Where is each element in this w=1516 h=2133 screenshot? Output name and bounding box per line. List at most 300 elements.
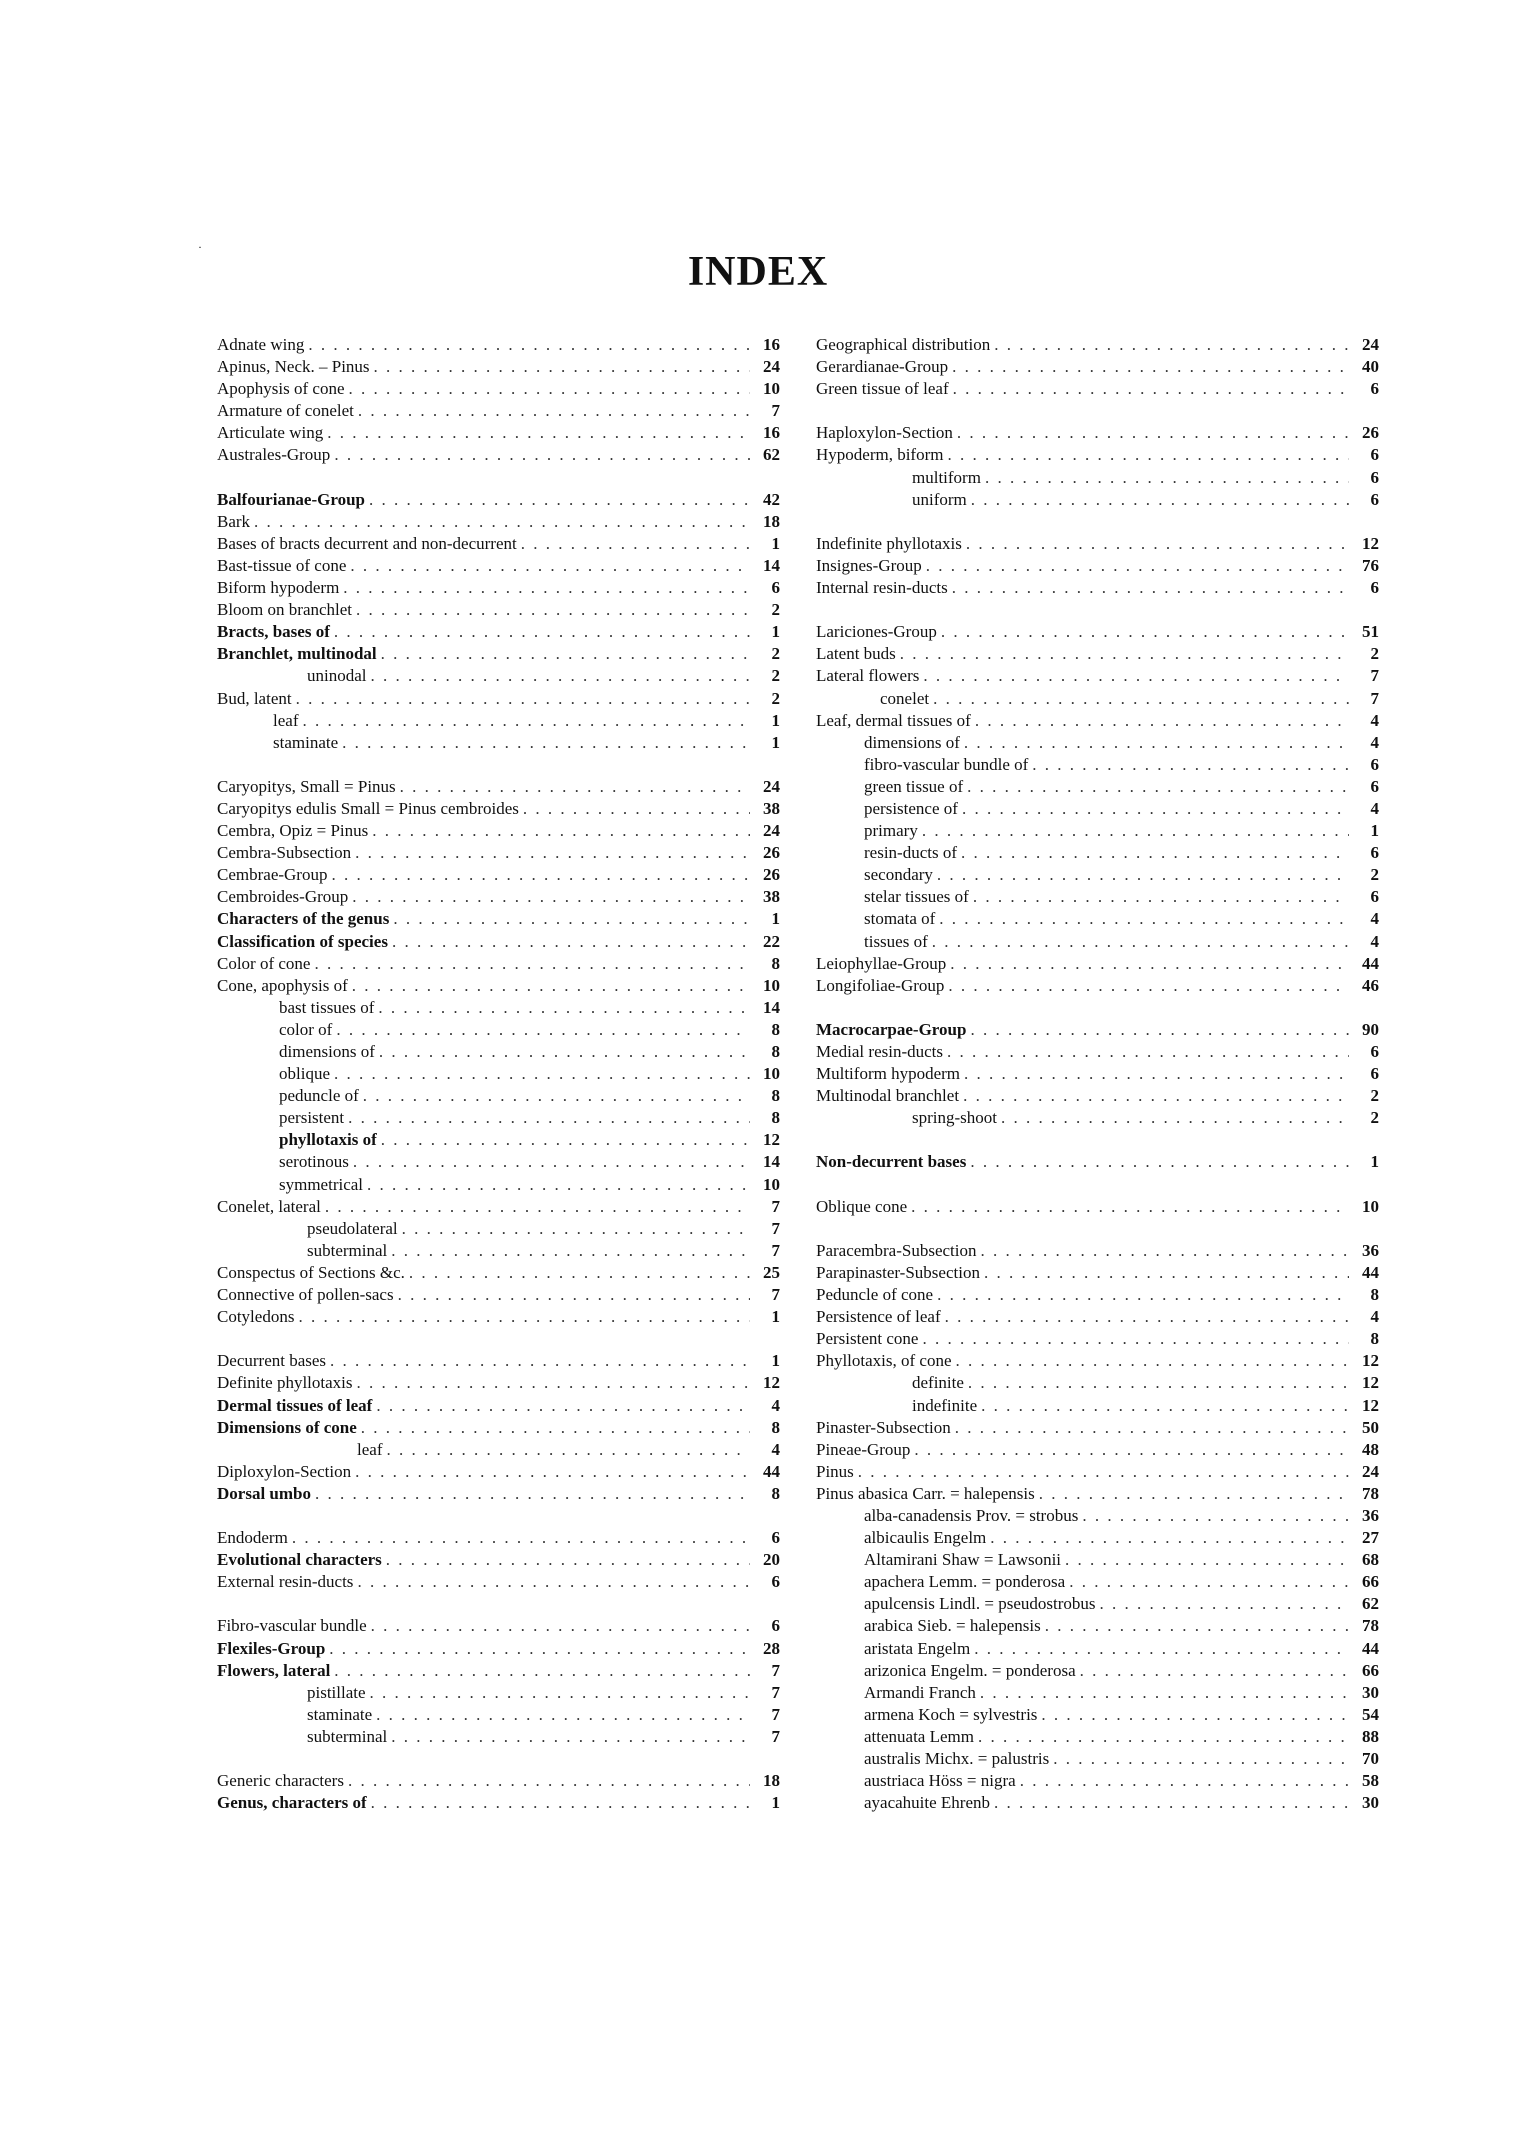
- index-page-number: 6: [1370, 1064, 1379, 1084]
- dot-leader: [1065, 1549, 1349, 1571]
- index-entry: [816, 1107, 1379, 1129]
- dot-leader: [937, 864, 1349, 886]
- dot-leader: [367, 1174, 750, 1196]
- dot-leader: [970, 1019, 1349, 1041]
- index-page-number: 30: [1362, 1682, 1379, 1702]
- index-entry: [217, 710, 780, 732]
- index-entry: [816, 444, 1379, 466]
- dot-leader: [968, 1372, 1349, 1394]
- index-entry: [816, 842, 1379, 864]
- dot-leader: [325, 1196, 750, 1218]
- index-page-number: 2: [771, 688, 780, 708]
- index-term: Caryopitys, Small = Pinus: [217, 776, 396, 796]
- index-entry: [217, 334, 780, 356]
- index-page-number: 68: [1362, 1550, 1379, 1570]
- index-page-number: 6: [1370, 467, 1379, 487]
- index-page-number: 12: [763, 1130, 780, 1150]
- index-entry: [217, 400, 780, 422]
- index-page-number: 6: [1370, 776, 1379, 796]
- index-entry: [217, 1350, 780, 1372]
- index-term: persistent: [279, 1108, 345, 1128]
- index-term: color of: [279, 1019, 333, 1039]
- dot-leader: [371, 1615, 750, 1637]
- dot-leader: [342, 732, 750, 754]
- index-entry: [217, 511, 780, 533]
- index-gap: [816, 400, 1379, 422]
- index-entry: [217, 1770, 780, 1792]
- dot-leader: [923, 665, 1349, 687]
- index-term: fibro-vascular bundle of: [864, 754, 1029, 774]
- index-entry: [217, 1372, 780, 1394]
- index-page-number: 44: [1362, 1638, 1379, 1658]
- index-entry: [816, 1439, 1379, 1461]
- index-page-number: 12: [1362, 1351, 1379, 1371]
- dot-leader: [971, 489, 1349, 511]
- index-entry: [816, 356, 1379, 378]
- index-entry: [816, 1770, 1379, 1792]
- index-page-number: 7: [1370, 666, 1379, 686]
- index-gap: [816, 511, 1379, 533]
- index-entry: [816, 1571, 1379, 1593]
- index-page-number: 2: [771, 644, 780, 664]
- dot-leader: [932, 931, 1349, 953]
- index-entry: [816, 820, 1379, 842]
- index-term: spring-shoot: [912, 1108, 997, 1128]
- dot-leader: [386, 1439, 750, 1461]
- index-entry: [217, 732, 780, 754]
- index-page-number: 16: [763, 335, 780, 354]
- index-entry: [816, 1372, 1379, 1394]
- index-term: australis Michx. = palustris: [864, 1749, 1050, 1768]
- dot-leader: [964, 732, 1349, 754]
- dot-leader: [953, 378, 1349, 400]
- index-page-number: 88: [1362, 1726, 1379, 1746]
- index-entry: [217, 1306, 780, 1328]
- dot-leader: [348, 1107, 750, 1129]
- index-entry: [217, 621, 780, 643]
- dot-leader: [1039, 1483, 1349, 1505]
- index-entry: [816, 555, 1379, 577]
- dot-leader: [330, 1350, 750, 1372]
- index-entry: [816, 643, 1379, 665]
- index-entry: [816, 1549, 1379, 1571]
- dot-leader: [314, 953, 750, 975]
- index-entry: [816, 1682, 1379, 1704]
- index-term: Generic characters: [217, 1771, 344, 1791]
- index-term: ayacahuite Ehrenb: [864, 1793, 991, 1813]
- index-page-number: 62: [1362, 1594, 1379, 1614]
- index-page-number: 38: [763, 798, 780, 818]
- dot-leader: [296, 688, 750, 710]
- index-page-number: 12: [763, 1373, 780, 1393]
- index-page-number: 7: [771, 401, 780, 421]
- index-entry: [217, 1395, 780, 1417]
- index-entry: [217, 444, 780, 466]
- index-term: Oblique cone: [816, 1196, 908, 1216]
- index-term: Branchlet, multinodal: [217, 644, 377, 664]
- dot-leader: [967, 776, 1349, 798]
- index-entry: [816, 1660, 1379, 1682]
- index-term: Internal resin-ducts: [816, 578, 948, 598]
- index-page-number: 90: [1362, 1019, 1379, 1039]
- dot-leader: [369, 489, 750, 511]
- index-page-number: 6: [771, 1616, 780, 1636]
- index-entry: [816, 1395, 1379, 1417]
- index-entry: [816, 378, 1379, 400]
- dot-leader: [398, 1284, 750, 1306]
- index-entry: [816, 334, 1379, 356]
- index-page-number: 58: [1362, 1771, 1379, 1791]
- index-entry: [217, 1196, 780, 1218]
- index-page-number: 1: [771, 1351, 780, 1371]
- dot-leader: [981, 1395, 1349, 1417]
- index-page-number: 27: [1362, 1528, 1379, 1548]
- dot-leader: [961, 842, 1349, 864]
- index-entry: [217, 886, 780, 908]
- index-term: primary: [864, 821, 918, 841]
- index-term: multiform: [912, 467, 981, 487]
- index-term: Apophysis of cone: [217, 379, 345, 399]
- index-entry: [816, 886, 1379, 908]
- index-term: Phyllotaxis, of cone: [816, 1351, 952, 1371]
- dot-leader: [1041, 1704, 1349, 1726]
- index-entry: [816, 688, 1379, 710]
- dot-leader: [984, 1262, 1349, 1284]
- index-page-number: 18: [763, 511, 780, 531]
- index-page-number: 24: [1362, 335, 1379, 354]
- index-entry: [816, 577, 1379, 599]
- dot-leader: [994, 1792, 1349, 1814]
- index-entry: [217, 1019, 780, 1041]
- index-page-number: 6: [1370, 445, 1379, 465]
- index-term: Medial resin-ducts: [816, 1042, 943, 1061]
- index-entry: [217, 953, 780, 975]
- dot-leader: [352, 975, 750, 997]
- index-entry: [217, 533, 780, 555]
- index-page-number: 7: [771, 1660, 780, 1680]
- dot-leader: [955, 1417, 1349, 1439]
- index-entry: [816, 1615, 1379, 1637]
- index-gap: [217, 1328, 780, 1350]
- index-page-number: 7: [1370, 688, 1379, 708]
- index-entry: [217, 378, 780, 400]
- index-page-number: 50: [1362, 1417, 1379, 1437]
- index-term: Dermal tissues of leaf: [217, 1395, 373, 1415]
- index-term: Pinus abasica Carr. = halepensis: [816, 1483, 1035, 1503]
- dot-leader: [357, 1372, 750, 1394]
- index-entry: [816, 798, 1379, 820]
- dot-leader: [378, 997, 750, 1019]
- index-term: Non-decurrent bases: [816, 1152, 967, 1172]
- dot-leader: [334, 444, 750, 466]
- index-page-number: 7: [771, 1285, 780, 1305]
- index-term: uniform: [912, 489, 967, 509]
- index-gap: [217, 1593, 780, 1615]
- index-term: Peduncle of cone: [816, 1285, 934, 1305]
- index-page-number: 2: [771, 666, 780, 686]
- dot-leader: [391, 1240, 750, 1262]
- index-page-number: 7: [771, 1726, 780, 1746]
- index-entry: [217, 1107, 780, 1129]
- dot-leader: [981, 1240, 1350, 1262]
- index-page-number: 28: [763, 1638, 780, 1658]
- index-term: definite: [912, 1373, 964, 1393]
- index-entry: [217, 1461, 780, 1483]
- index-page-number: 20: [763, 1550, 780, 1570]
- dot-leader: [348, 378, 750, 400]
- index-page-number: 7: [771, 1682, 780, 1702]
- index-entry: [816, 732, 1379, 754]
- dot-leader: [952, 577, 1349, 599]
- index-term: Genus, characters of: [217, 1793, 367, 1813]
- index-page-number: 22: [763, 931, 780, 951]
- index-page-number: 7: [771, 1704, 780, 1724]
- dot-leader: [922, 1328, 1349, 1350]
- dot-leader: [1069, 1571, 1349, 1593]
- dot-leader: [334, 1660, 750, 1682]
- index-entry: [217, 975, 780, 997]
- index-page-number: 30: [1362, 1793, 1379, 1813]
- index-entry: [217, 931, 780, 953]
- index-gap: [816, 997, 1379, 1019]
- index-entry: [816, 1704, 1379, 1726]
- dot-leader: [980, 1682, 1349, 1704]
- index-term: stomata of: [864, 909, 936, 929]
- index-page-number: 24: [763, 821, 780, 841]
- index-term: symmetrical: [279, 1174, 364, 1194]
- index-page-number: 8: [771, 1417, 780, 1437]
- index-entry: [217, 798, 780, 820]
- index-entry: [217, 422, 780, 444]
- dot-leader: [990, 1527, 1349, 1549]
- dot-leader: [357, 1571, 750, 1593]
- index-term: Conelet, lateral: [217, 1196, 321, 1216]
- index-page-number: 12: [1362, 1395, 1379, 1415]
- index-term: resin-ducts of: [864, 843, 958, 863]
- index-term: Flowers, lateral: [217, 1660, 331, 1680]
- dot-leader: [292, 1527, 750, 1549]
- dot-leader: [392, 931, 750, 953]
- index-term: Dorsal umbo: [217, 1483, 311, 1503]
- index-page-number: 8: [1370, 1285, 1379, 1305]
- dot-leader: [952, 356, 1349, 378]
- index-entry: [217, 1240, 780, 1262]
- index-term: austriaca Höss = nigra: [864, 1771, 1016, 1791]
- dot-leader: [376, 1395, 750, 1417]
- index-entry: [816, 1726, 1379, 1748]
- index-term: Decurrent bases: [217, 1351, 327, 1371]
- index-term: alba-canadensis Prov. = strobus: [864, 1505, 1079, 1525]
- index-term: subterminal: [307, 1240, 388, 1260]
- index-page-number: 4: [1370, 732, 1379, 752]
- dot-leader: [353, 1151, 750, 1173]
- index-entry: [217, 1527, 780, 1549]
- index-entry: [217, 1151, 780, 1173]
- index-page-number: 1: [771, 1793, 780, 1813]
- index-term: apachera Lemm. = ponderosa: [864, 1572, 1066, 1592]
- index-term: green tissue of: [864, 776, 964, 796]
- dot-leader: [963, 1085, 1349, 1107]
- index-page-number: 6: [1370, 754, 1379, 774]
- dot-leader: [381, 1129, 750, 1151]
- index-term: Bark: [217, 511, 251, 531]
- index-page-number: 78: [1362, 1483, 1379, 1503]
- dot-leader: [933, 688, 1349, 710]
- index-term: Multinodal branchlet: [816, 1086, 960, 1106]
- dot-leader: [922, 820, 1349, 842]
- index-entry: [217, 1682, 780, 1704]
- index-page-number: 7: [771, 1218, 780, 1238]
- index-entry: [217, 1129, 780, 1151]
- index-entry: [816, 1792, 1379, 1814]
- index-page-number: 36: [1362, 1240, 1379, 1260]
- index-page-number: 2: [771, 600, 780, 620]
- index-entry: [816, 1527, 1379, 1549]
- dot-leader: [371, 1792, 750, 1814]
- index-page-number: 6: [1370, 1042, 1379, 1061]
- index-page-number: 26: [763, 843, 780, 863]
- dot-leader: [1001, 1107, 1349, 1129]
- index-term: Lariciones-Group: [816, 622, 937, 642]
- index-term: Cembroides-Group: [217, 887, 349, 907]
- index-term: Classification of species: [217, 931, 388, 951]
- dot-leader: [327, 422, 750, 444]
- index-page-number: 26: [1362, 423, 1379, 443]
- index-page-number: 7: [771, 1196, 780, 1216]
- index-term: attenuata Lemm: [864, 1726, 974, 1746]
- index-term: arizonica Engelm. = ponderosa: [864, 1660, 1076, 1680]
- dot-leader: [926, 555, 1349, 577]
- dot-leader: [334, 621, 750, 643]
- index-page-number: 1: [771, 909, 780, 929]
- dot-leader: [900, 643, 1349, 665]
- index-entry: [217, 489, 780, 511]
- index-page-number: 8: [771, 1019, 780, 1039]
- index-entry: [816, 621, 1379, 643]
- index-term: Characters of the genus: [217, 909, 390, 929]
- index-entry: [816, 864, 1379, 886]
- index-page-number: 1: [1370, 1152, 1379, 1172]
- index-term: Altamirani Shaw = Lawsonii: [864, 1550, 1062, 1570]
- index-page-number: 1: [771, 622, 780, 642]
- dot-leader: [402, 1218, 750, 1240]
- index-entry: [816, 1748, 1379, 1770]
- index-page-number: 40: [1362, 357, 1379, 377]
- dot-leader: [973, 886, 1349, 908]
- index-term: serotinous: [279, 1152, 349, 1172]
- index-term: Conspectus of Sections &c.: [217, 1262, 405, 1282]
- index-term: Pineae-Group: [816, 1439, 911, 1459]
- index-gap: [816, 1174, 1379, 1196]
- index-page-number: 25: [763, 1262, 780, 1282]
- index-term: Biform hypoderm: [217, 578, 340, 598]
- index-page-number: 24: [763, 776, 780, 796]
- index-term: Persistence of leaf: [816, 1307, 941, 1327]
- dot-leader: [1100, 1593, 1349, 1615]
- index-entry: [217, 1726, 780, 1748]
- index-page-number: 1: [771, 1307, 780, 1327]
- dot-leader: [858, 1461, 1349, 1483]
- index-entry: [217, 997, 780, 1019]
- index-page-number: 46: [1362, 975, 1379, 995]
- index-entry: [217, 1571, 780, 1593]
- dot-leader: [336, 1019, 750, 1041]
- index-page-number: 1: [1370, 821, 1379, 841]
- index-page-number: 4: [1370, 909, 1379, 929]
- index-page-number: 10: [763, 1174, 780, 1194]
- dot-leader: [994, 334, 1349, 356]
- index-page-number: 4: [1370, 798, 1379, 818]
- index-term: Dimensions of cone: [217, 1417, 357, 1437]
- index-term: Cotyledons: [217, 1307, 295, 1327]
- index-term: subterminal: [307, 1726, 388, 1746]
- dot-leader: [975, 710, 1349, 732]
- index-term: Latent buds: [816, 644, 896, 664]
- index-entry: [217, 776, 780, 798]
- dot-leader: [350, 555, 750, 577]
- index-page-number: 14: [763, 555, 780, 575]
- index-entry: [816, 953, 1379, 975]
- index-entry: [816, 710, 1379, 732]
- dot-leader: [966, 533, 1349, 555]
- index-term: Definite phyllotaxis: [217, 1373, 353, 1393]
- dot-leader: [937, 1284, 1349, 1306]
- index-term: leaf: [273, 710, 299, 730]
- index-page-number: 76: [1362, 555, 1379, 575]
- index-page-number: 6: [1370, 489, 1379, 509]
- index-term: oblique: [279, 1064, 330, 1084]
- dot-leader: [1082, 1505, 1349, 1527]
- index-page-number: 8: [771, 1108, 780, 1128]
- dot-leader: [361, 1417, 750, 1439]
- index-term: Color of cone: [217, 953, 311, 973]
- index-entry: [816, 1151, 1379, 1173]
- index-gap: [816, 1218, 1379, 1240]
- index-entry: [816, 1063, 1379, 1085]
- index-term: Armature of conelet: [217, 401, 354, 421]
- index-term: Geographical distribution: [816, 335, 991, 354]
- dot-leader: [374, 356, 750, 378]
- dot-leader: [329, 1638, 750, 1660]
- dot-leader: [254, 511, 750, 533]
- index-page-number: 42: [763, 489, 780, 509]
- index-term: Insignes-Group: [816, 555, 922, 575]
- index-term: Parapinaster-Subsection: [816, 1262, 980, 1282]
- index-term: Cone, apophysis of: [217, 975, 348, 995]
- index-term: dimensions of: [279, 1042, 375, 1061]
- index-entry: [217, 842, 780, 864]
- dot-leader: [358, 400, 750, 422]
- index-entry: [217, 1549, 780, 1571]
- index-page-number: 18: [763, 1771, 780, 1791]
- index-term: Bloom on branchlet: [217, 600, 353, 620]
- index-page-number: 12: [1362, 1373, 1379, 1393]
- index-page-number: 1: [771, 732, 780, 752]
- stray-mark: ·: [198, 240, 202, 254]
- index-term: armena Koch = sylvestris: [864, 1704, 1038, 1724]
- index-entry: [217, 356, 780, 378]
- index-term: Persistent cone: [816, 1329, 919, 1349]
- index-page-number: 44: [763, 1461, 780, 1481]
- index-page-number: 6: [1370, 578, 1379, 598]
- index-page-number: 2: [1370, 644, 1379, 664]
- index-page-number: 66: [1362, 1660, 1379, 1680]
- dot-leader: [970, 1151, 1349, 1173]
- index-page-number: 4: [1370, 710, 1379, 730]
- index-page-number: 8: [771, 953, 780, 973]
- dot-leader: [911, 1196, 1349, 1218]
- index-page-number: 6: [1370, 887, 1379, 907]
